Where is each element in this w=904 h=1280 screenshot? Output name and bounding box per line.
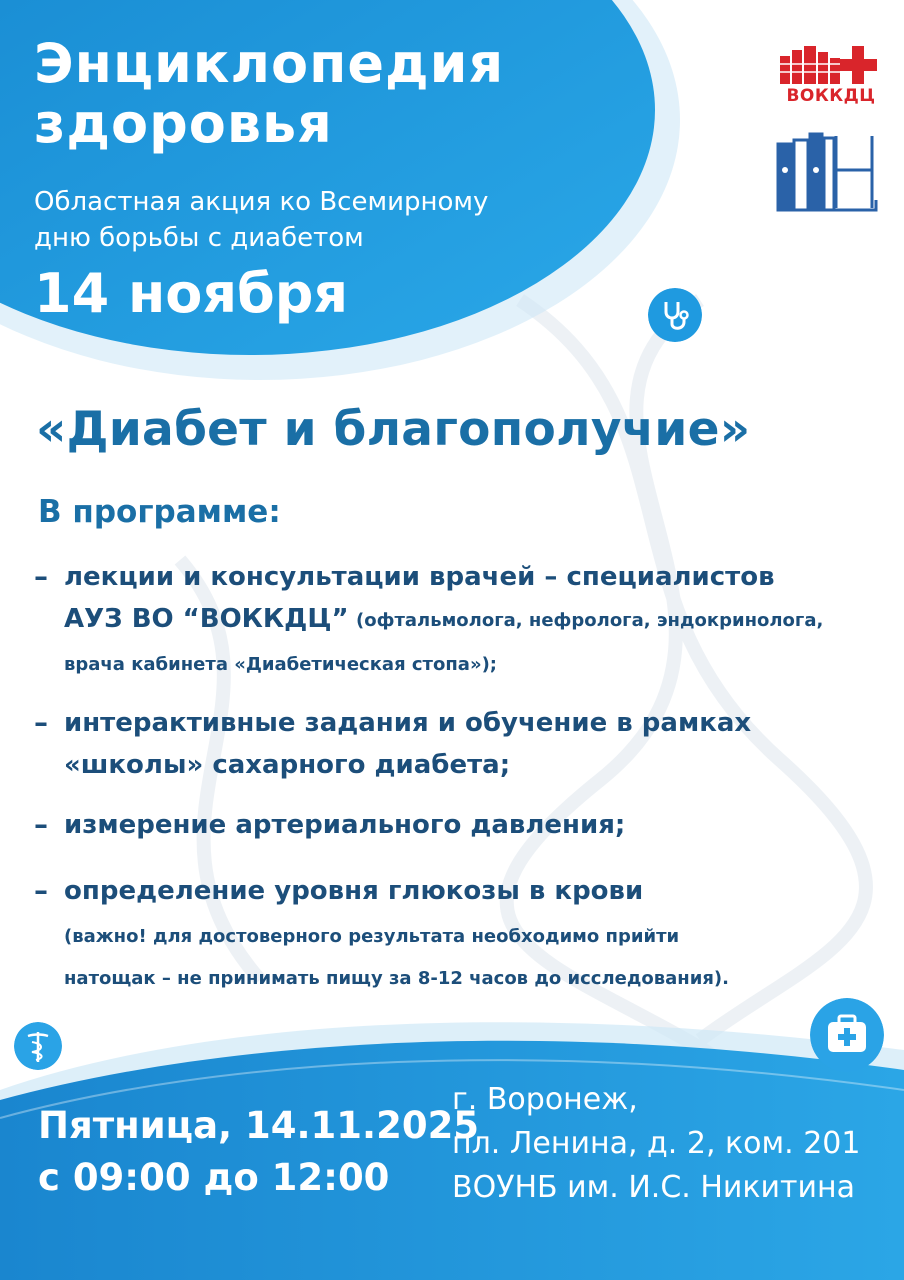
program-heading: В программе:: [38, 494, 281, 530]
vokkdc-logo-text: ВОККДЦ: [786, 86, 876, 106]
subtitle-line-1: Областная акция ко Всемирному: [34, 187, 489, 217]
poster-subtitle: [34, 184, 594, 256]
item-note: (важно! для достоверного результата необходимо прийти: [64, 926, 680, 947]
poster-title: [34, 34, 504, 154]
first-aid-kit-icon: [810, 998, 884, 1072]
event-date-big: 14 ноября: [34, 262, 349, 325]
item-text: лекции и консультации врачей – специалистов: [64, 562, 775, 592]
item-text: «школы» сахарного диабета;: [64, 750, 511, 780]
item-text-org: АУЗ ВО “ВОККДЦ”: [64, 604, 349, 634]
item-dash: –: [34, 706, 48, 739]
item-note: натощак – не принимать пищу за 8-12 часов до исследования).: [64, 968, 729, 989]
footer-date: Пятница, 14.11.2025: [38, 1104, 480, 1147]
event-title: «Диабет и благополучие»: [36, 402, 751, 457]
footer-datetime: [38, 1100, 479, 1204]
item-text: интерактивные задания и обучение в рамках: [64, 708, 752, 738]
footer-address: [452, 1078, 860, 1210]
address-venue: ВОУНБ им. И.С. Никитина: [452, 1170, 855, 1205]
item-dash: –: [34, 808, 48, 841]
item-note: (офтальмолога, нефролога, эндокринолога,: [356, 610, 824, 631]
caduceus-icon: [14, 1022, 62, 1070]
address-city: г. Воронеж,: [452, 1082, 638, 1117]
item-text: определение уровня глюкозы в крови: [64, 876, 644, 906]
title-line-2: здоровья: [34, 92, 333, 155]
title-line-1: Энциклопедия: [34, 32, 505, 95]
item-note: врача кабинета «Диабетическая стопа»);: [64, 654, 497, 675]
footer-time: с 09:00 до 12:00: [38, 1156, 390, 1199]
address-street: пл. Ленина, д. 2, ком. 201: [452, 1126, 861, 1161]
item-dash: –: [34, 874, 48, 907]
item-dash: –: [34, 560, 48, 593]
item-text: измерение артериального давления;: [64, 810, 626, 840]
library-books-icon: [776, 130, 878, 216]
subtitle-line-2: дню борьбы с диабетом: [34, 223, 364, 253]
stethoscope-icon: [648, 288, 702, 342]
